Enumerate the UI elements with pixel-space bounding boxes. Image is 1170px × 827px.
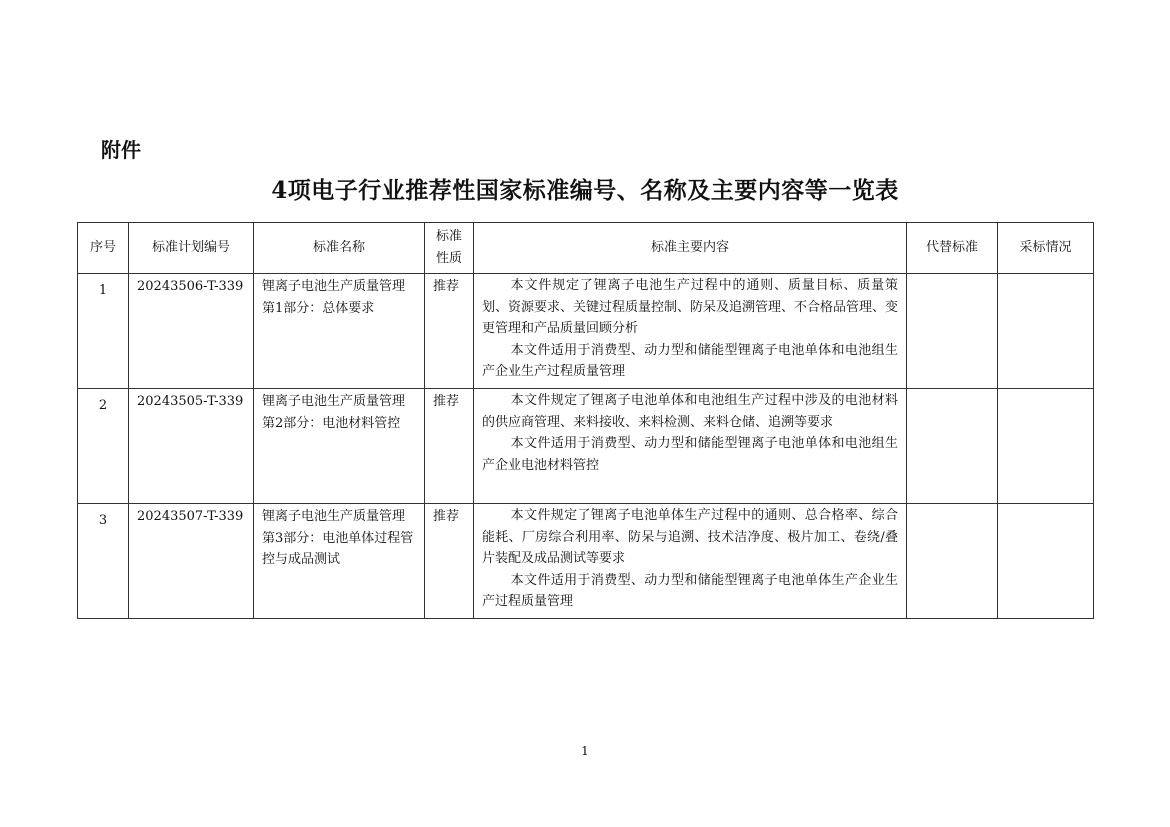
header-nature (425, 223, 474, 274)
cell-plan-no: 20243505-T-339 (129, 389, 254, 504)
content-scope-paragraph: 本文件规定了锂离子电池单体生产过程中的通则、总合格率、综合能耗、厂房综合利用率、防呆与追溯、技术洁净度、极片加工、卷绕/叠片装配及成品测试等要求 (482, 508, 898, 566)
header-content: 标准主要内容 (474, 223, 907, 274)
header-no: 序号 (78, 223, 129, 274)
cell-plan-no: 20243507-T-339 (129, 504, 254, 619)
document-title: 4项电子行业推荐性国家标准编号、名称及主要内容等一览表 (271, 177, 899, 204)
cell-name: 锂离子电池生产质量管理 第1部分：总体要求 (254, 274, 425, 389)
content-scope-paragraph: 本文件规定了锂离子电池生产过程中的通则、质量目标、质量策划、资源要求、关键过程质量控制、防呆及追溯管理、不合格品管理、变更管理和产品质量回顾分析 (482, 278, 899, 336)
cell-content (474, 504, 907, 619)
cell-replace (907, 274, 998, 389)
cell-nature: 推荐 (425, 274, 474, 389)
page-number: 1 (581, 744, 589, 758)
header-plan-no: 标准计划编号 (129, 223, 254, 274)
cell-name: 锂离子电池生产质量管理 第2部分：电池材料管控 (254, 389, 425, 504)
cell-plan-no: 20243506-T-339 (129, 274, 254, 389)
table-header-row (78, 223, 1094, 274)
cell-name: 锂离子电池生产质量管理 第3部分：电池单体过程管控与成品测试 (254, 504, 425, 619)
header-replace: 代替标准 (907, 223, 998, 274)
standards-table (77, 222, 1094, 619)
table-row (78, 274, 1094, 389)
cell-adopt (998, 389, 1094, 504)
cell-nature: 推荐 (425, 504, 474, 619)
header-nature-line2: 性质 (435, 251, 462, 266)
header-nature-line1: 标准 (435, 229, 462, 244)
cell-nature: 推荐 (425, 389, 474, 504)
content-applicability-paragraph: 本文件适用于消费型、动力型和储能型锂离子电池单体生产企业生产过程质量管理 (482, 572, 898, 609)
cell-no: 2 (78, 389, 129, 504)
cell-adopt (998, 274, 1094, 389)
cell-no: 1 (78, 274, 129, 389)
table-row (78, 389, 1094, 504)
header-name: 标准名称 (254, 223, 425, 274)
content-applicability-paragraph: 本文件适用于消费型、动力型和储能型锂离子电池单体和电池组生产企业电池材料管控 (482, 436, 898, 473)
cell-adopt (998, 504, 1094, 619)
content-applicability-paragraph: 本文件适用于消费型、动力型和储能型锂离子电池单体和电池组生产企业生产过程质量管理 (482, 342, 898, 379)
header-adopt: 采标情况 (998, 223, 1094, 274)
content-scope-paragraph: 本文件规定了锂离子电池单体和电池组生产过程中涉及的电池材料的供应商管理、来料接收、来料检测、来料仓储、追溯等要求 (482, 393, 898, 430)
cell-replace (907, 504, 998, 619)
table-row (78, 504, 1094, 619)
cell-replace (907, 389, 998, 504)
attachment-label: 附件 (101, 138, 141, 162)
cell-no: 3 (78, 504, 129, 619)
cell-content (474, 389, 907, 504)
cell-content (474, 274, 907, 389)
